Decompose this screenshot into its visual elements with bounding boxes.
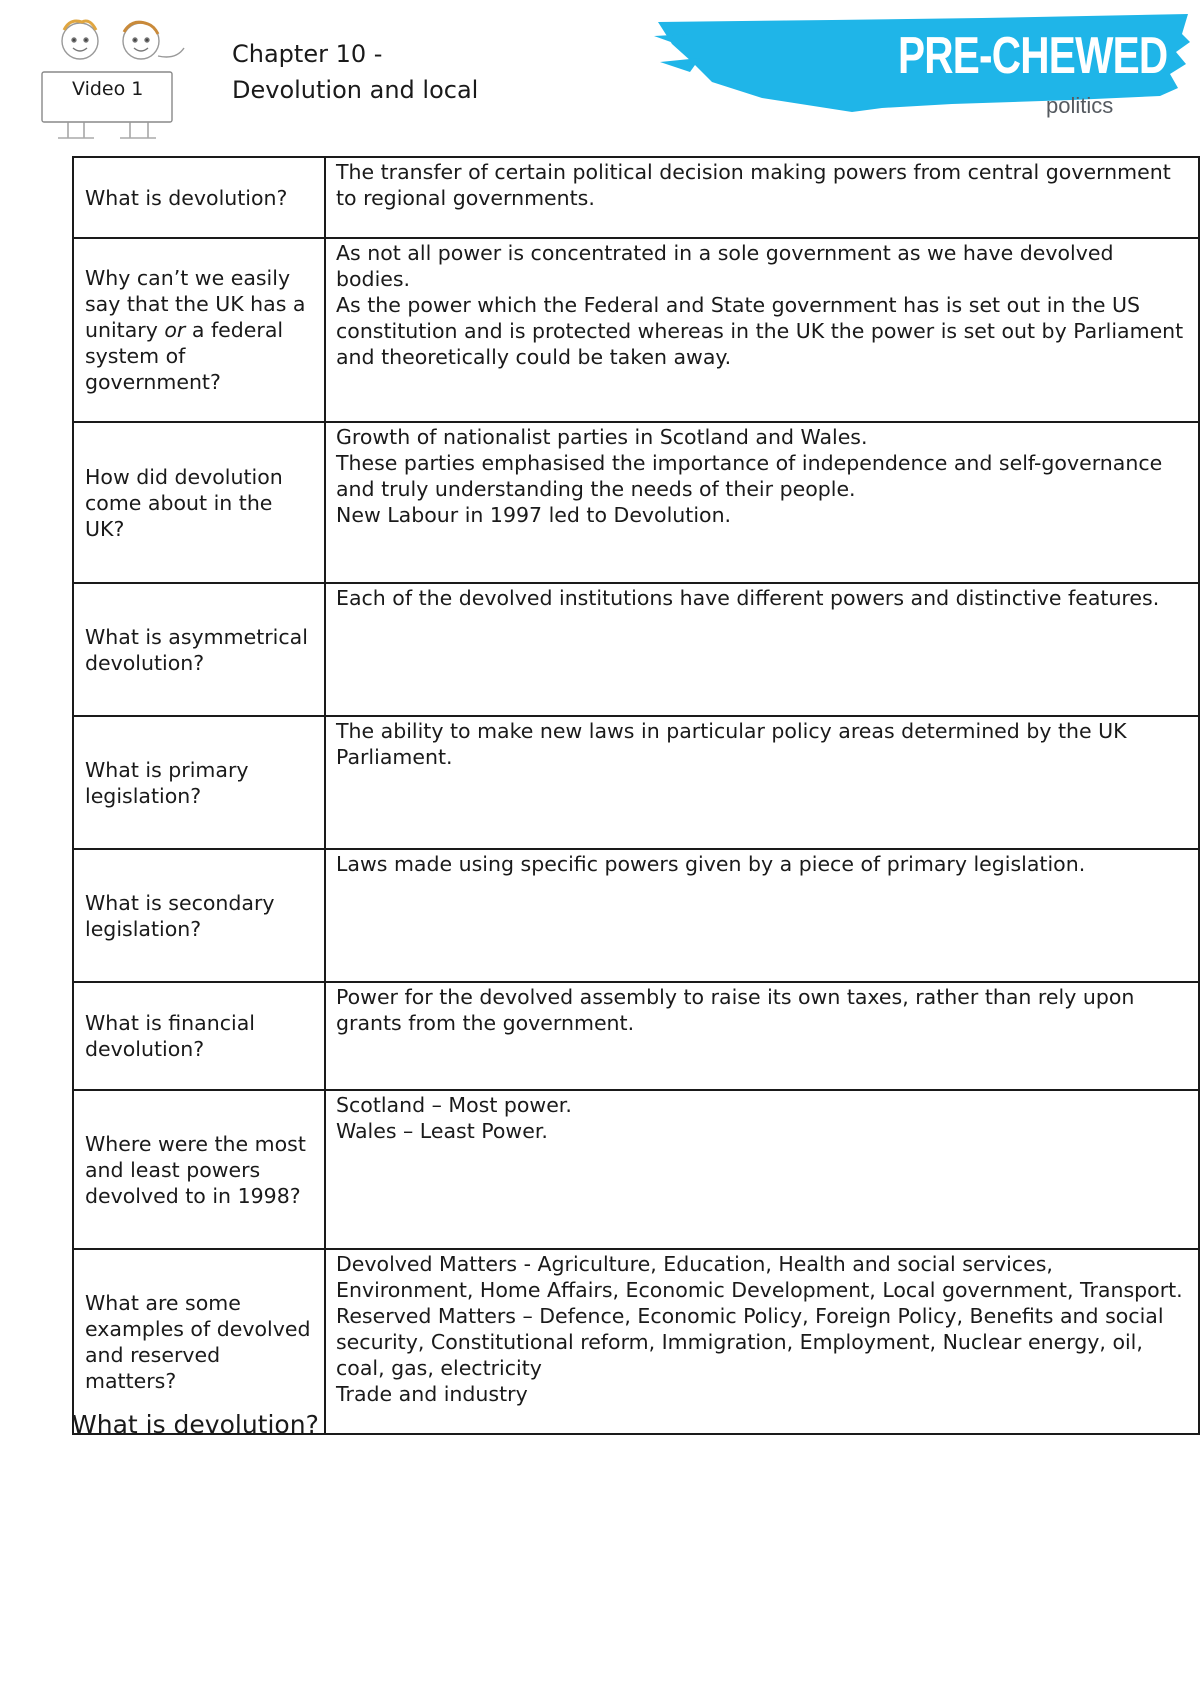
question-text: What is asymmetrical devolution?	[85, 624, 308, 675]
table-row	[73, 716, 1199, 849]
video-label: Video 1	[72, 78, 144, 100]
question-text: How did devolution come about in the UK?	[85, 464, 283, 541]
question-cell	[73, 238, 325, 422]
answer-cell	[325, 716, 1199, 849]
logo-wordmark: PRE-CHEWED	[898, 27, 1168, 85]
qa-table	[72, 156, 1200, 1435]
answer-cell	[325, 1249, 1199, 1434]
question-text: Where were the most and least powers devolved to in 1998?	[85, 1131, 306, 1208]
question-cell	[73, 716, 325, 849]
logo-subtitle: politics	[1046, 93, 1114, 118]
answer-cell	[325, 982, 1199, 1090]
question-text: What are some examples of devolved and reserved matters?	[85, 1290, 311, 1393]
answer-line: The ability to make new laws in particular policy areas determined by the UK Parliament.	[336, 719, 1127, 769]
question-text: What is secondary legislation?	[85, 890, 275, 941]
question-cell	[73, 157, 325, 238]
answer-line: Each of the devolved institutions have different powers and distinctive features.	[336, 586, 1160, 610]
question-cell	[73, 583, 325, 716]
table-row	[73, 982, 1199, 1090]
question-cell	[73, 982, 325, 1090]
section-question-heading: What is devolution?	[72, 1410, 319, 1439]
table-row	[73, 583, 1199, 716]
table-row	[73, 1090, 1199, 1249]
table-row	[73, 849, 1199, 982]
question-cell	[73, 422, 325, 583]
table-row	[73, 238, 1199, 422]
answer-line: Trade and industry	[336, 1382, 528, 1406]
answer-cell	[325, 1090, 1199, 1249]
table-row	[73, 1249, 1199, 1434]
answer-cell	[325, 849, 1199, 982]
table-row	[73, 422, 1199, 583]
answer-cell	[325, 422, 1199, 583]
answer-line: Growth of nationalist parties in Scotland and Wales.	[336, 425, 868, 449]
question-text: What is financial devolution?	[85, 1011, 255, 1061]
question-text: What is primary legislation?	[85, 757, 249, 808]
answer-line: The transfer of certain political decision making powers from central government to regional governments.	[336, 160, 1171, 210]
answer-line: Power for the devolved assembly to raise its own taxes, rather than rely upon grants from the government.	[336, 985, 1135, 1035]
answer-line: New Labour in 1997 led to Devolution.	[336, 503, 732, 527]
question-cell	[73, 849, 325, 982]
answer-line: Scotland – Most power.	[336, 1093, 572, 1117]
answer-line: Wales – Least Power.	[336, 1119, 548, 1143]
question-cell	[73, 1090, 325, 1249]
answer-line: These parties emphasised the importance of independence and self-governance and truly understanding the needs of their people.	[336, 451, 1163, 501]
chapter-title	[232, 36, 478, 108]
answer-line: Devolved Matters - Agriculture, Education, Health and social services, Environment, Home Affairs, Economic Development, Local government, Transport.	[336, 1252, 1183, 1302]
chapter-title-line-2: Devolution and local	[232, 76, 479, 104]
answer-line: Reserved Matters – Defence, Economic Policy, Foreign Policy, Benefits and social security, Constitutional reform, Immigration, Employment, Nuclear energy, oil, coal, gas, electricity	[336, 1304, 1164, 1380]
page-header	[0, 0, 1200, 150]
question-text: What is devolution?	[85, 185, 288, 210]
table-row	[73, 157, 1199, 238]
answer-line: As the power which the Federal and State government has is set out in the US constitution and is protected whereas in the UK the power is set out by Parliament and theoretically could be taken away.	[336, 293, 1184, 369]
answer-cell	[325, 238, 1199, 422]
chapter-title-line-1: Chapter 10 -	[232, 40, 383, 68]
question-text: Why can’t we easily say that the UK has a unitary or a federal system of government?	[85, 266, 306, 394]
answer-cell	[325, 583, 1199, 716]
answer-cell	[325, 157, 1199, 238]
answer-line: Laws made using specific powers given by a piece of primary legislation.	[336, 852, 1086, 876]
question-cell	[73, 1249, 325, 1434]
answer-line: As not all power is concentrated in a sole government as we have devolved bodies.	[336, 241, 1114, 291]
